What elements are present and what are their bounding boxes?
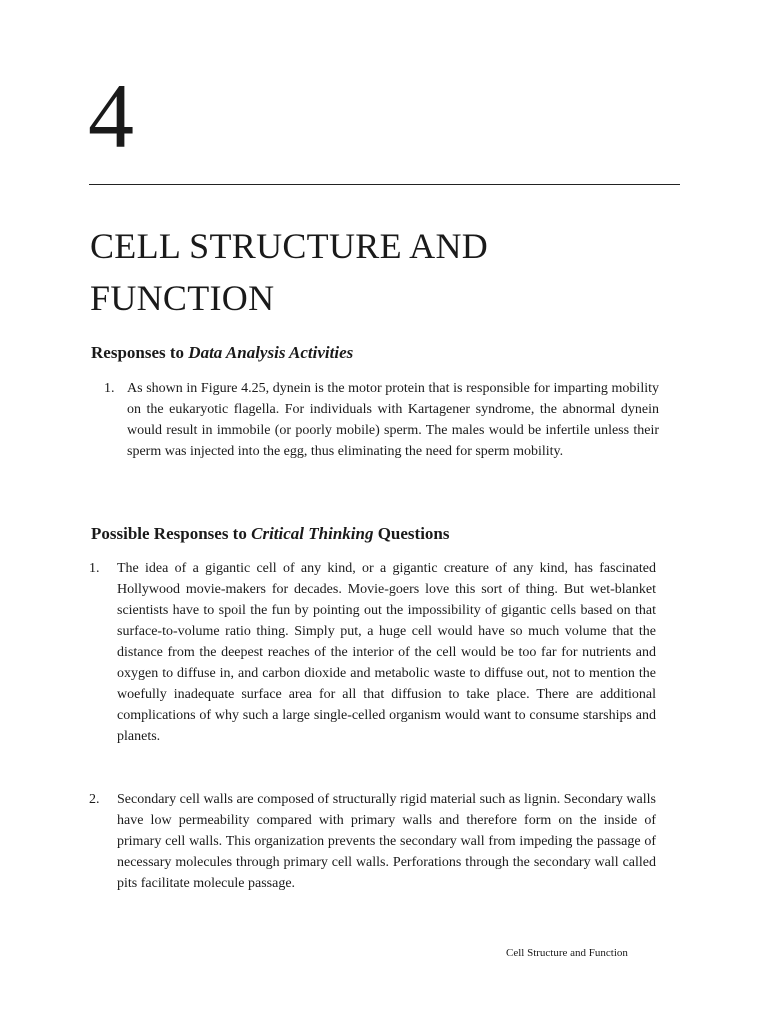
critical-thinking-heading-italic: Critical Thinking [251,524,374,543]
list-item-text: Secondary cell walls are composed of structurally rigid material such as lignin. Secondary walls have low permeability compared with primary walls and therefore form on the inside of primary cell walls. This organization prevents the secondary wall from impeding the passage of necessary molecules through primary cell walls. Perforations through the secondary wall called pits facilitate molecule passage. [117,792,656,891]
chapter-number: 4 [88,65,134,167]
critical-thinking-item [89,789,656,919]
critical-thinking-heading-prefix: Possible Responses to [91,524,252,543]
critical-thinking-heading-suffix: Questions [373,524,450,543]
list-item-text: As shown in Figure 4.25, dynein is the motor protein that is responsible for imparting mobility on the eukaryotic flagella. For individuals with Kartagener syndrome, the abnormal dynein would result in immobile (or poorly mobile) sperm. The males would be infertile unless their sperm was injected into the egg, thus eliminating the need for sperm mobility. [127,381,659,459]
running-footer: Cell Structure and Function [506,947,628,959]
data-analysis-heading-prefix: Responses to [91,343,189,362]
critical-thinking-heading [91,523,450,545]
list-item-number: 1. [104,381,115,396]
chapter-divider [89,184,680,185]
data-analysis-heading-italic: Data Analysis Activities [188,343,354,362]
list-item-number: 2. [89,792,100,807]
list-item-text: The idea of a gigantic cell of any kind, or a gigantic creature of any kind, has fascinated Hollywood movie-makers for decades. Movie-goers love this sort of thing. But wet-blanket scientists have to spoil the fun by pointing out the impossibility of gigantic cells based on that surface-to-volume ratio thing. Simply put, a huge cell would have so much volume that the distance from the deepest reaches of the interior of the cell would be too far for nutrients and oxygen to diffuse in, and carbon dioxide and metabolic waste to diffuse out, not to mention the woefully inadequate surface area for all that diffusion to take place. There are additional complications of why such a large single-celled organism would want to consume starships and planets. [117,561,656,744]
chapter-title: CELL STRUCTURE AND FUNCTION [90,226,489,319]
data-analysis-item [104,378,659,488]
critical-thinking-item [89,558,656,773]
list-item-number: 1. [89,561,100,576]
data-analysis-heading [91,342,353,364]
